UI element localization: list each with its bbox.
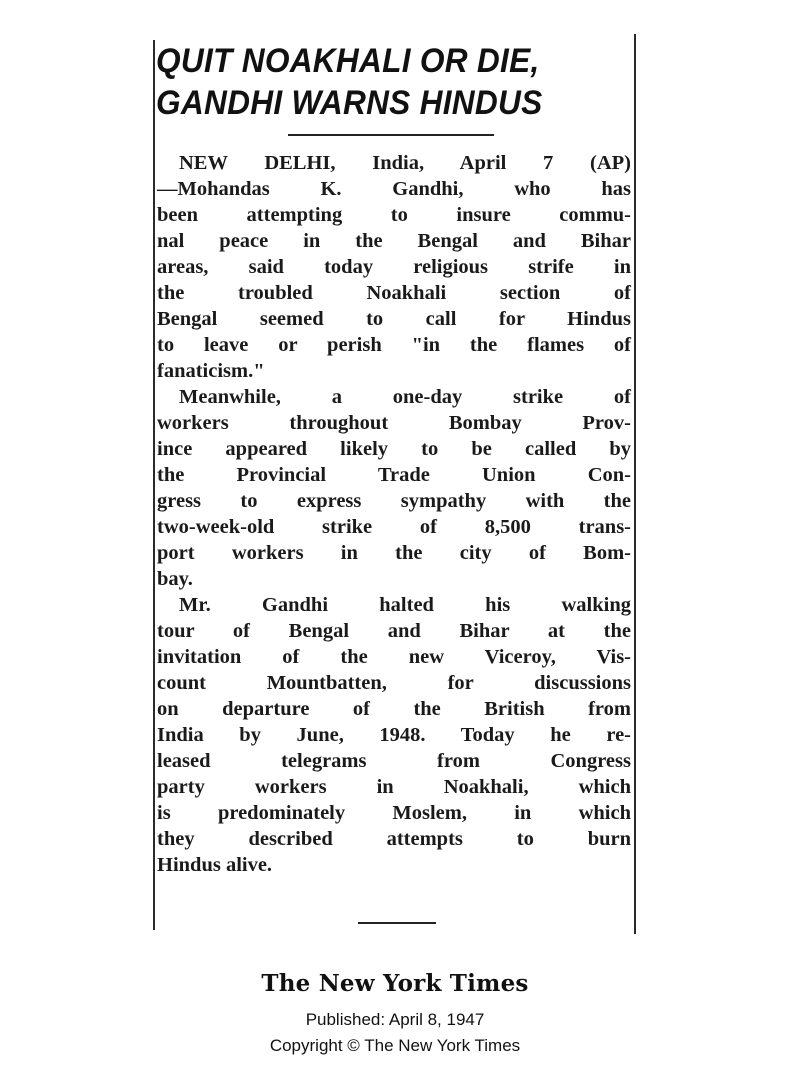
article-line: been attempting to insure commu- [157,204,631,226]
column-rule-right [634,34,636,934]
article-line: leased telegrams from Congress [157,750,631,772]
article-line: tour of Bengal and Bihar at the [157,620,631,642]
article-line: bay. [157,568,193,590]
headline-divider [288,134,494,136]
article-line: Hindus alive. [157,854,273,876]
headline-line: QUIT NOAKHALI OR DIE, [156,42,540,80]
copyright-notice: Copyright © The New York Times [269,1036,521,1055]
article-line: they described attempts to burn [157,828,631,850]
article-line: —Mohandas K. Gandhi, who has [157,178,631,200]
article-body [157,150,631,878]
article-line: Mr. Gandhi halted his walking [179,594,631,616]
article-line: nal peace in the Bengal and Bihar [157,230,631,252]
headline-line: GANDHI WARNS HINDUS [156,84,543,122]
article-line: the Provincial Trade Union Con- [157,464,631,486]
column-rule-left [153,40,155,930]
headline [156,40,601,124]
article-line: fanaticism." [157,360,265,382]
article-line: areas, said today religious strife in [157,256,631,278]
article-line: Meanwhile, a one-day strike of [179,386,631,408]
article-line: two-week-old strike of 8,500 trans- [157,516,631,538]
article-line: ince appeared likely to be called by [157,438,631,460]
article-line: party workers in Noakhali, which [157,776,631,798]
article-line: gress to express sympathy with the [157,490,631,512]
article-line: port workers in the city of Bom- [157,542,631,564]
article-line: on departure of the British from [157,698,631,720]
article-line: Bengal seemed to call for Hindus [157,308,631,330]
article-line: workers throughout Bombay Prov- [157,412,631,434]
end-divider [358,922,436,924]
article-line: India by June, 1948. Today he re- [157,724,631,746]
article-line: count Mountbatten, for discussions [157,672,631,694]
published-date: Published: April 8, 1947 [305,1010,485,1029]
article-line: the troubled Noakhali section of [157,282,631,304]
article-line: to leave or perish "in the flames of [157,334,631,356]
news-clipping [153,20,639,932]
article-line: is predominately Moslem, in which [157,802,631,824]
article-line: NEW DELHI, India, April 7 (AP) [179,152,631,174]
article-line: invitation of the new Viceroy, Vis- [157,646,631,668]
nyt-masthead-logo: The New York Times [261,970,529,997]
